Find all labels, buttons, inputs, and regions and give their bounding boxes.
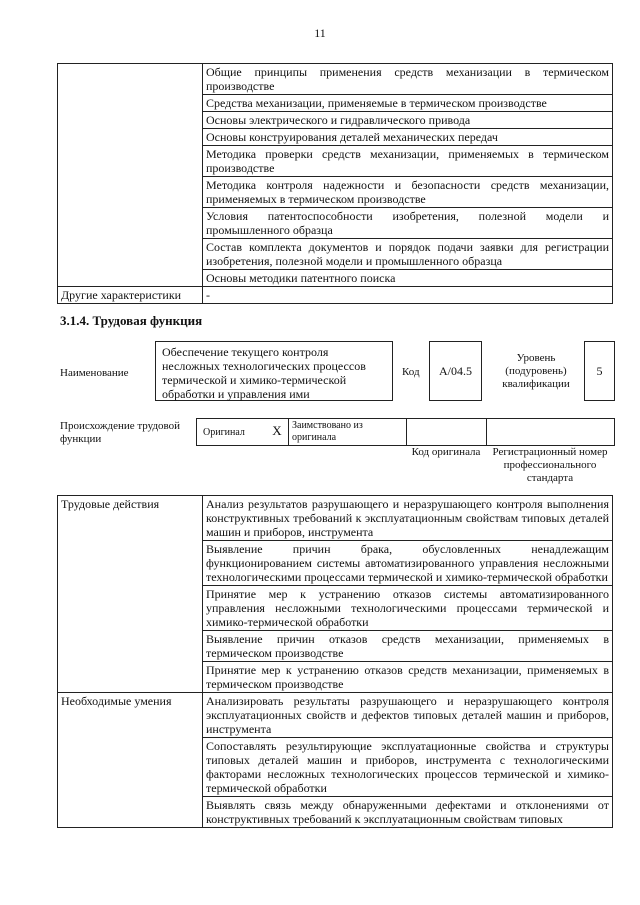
qualification-level-box: 5 (584, 341, 615, 401)
reg-number-cell (487, 419, 614, 445)
other-characteristics-label: Другие характеристики (58, 287, 203, 304)
knowledge-item: Условия патентоспособности изобретения, полезной модели и промышленного образца (203, 208, 613, 239)
other-characteristics-value: - (203, 287, 613, 304)
level-label: Уровень (подуровень) квалификации (502, 352, 570, 390)
code-label: Код (402, 366, 420, 378)
knowledge-table (57, 63, 613, 304)
code-original-cell (407, 419, 487, 445)
page-number: 11 (314, 26, 326, 40)
table-row (58, 64, 613, 95)
required-skills-label: Необходимые умения (58, 693, 203, 828)
labor-action-item: Принятие мер к устранению отказов средств механизации, применяемых в термическом производстве (203, 662, 613, 693)
knowledge-item: Средства механизации, применяемые в термическом производстве (203, 95, 613, 112)
skill-item: Анализировать результаты разрушающего и неразрушающего контроля эксплуатационных свойств и дефектов типовых деталей машин и приборов, инструмента (203, 693, 613, 738)
labor-action-item: Принятие мер к устранению отказов системы автоматизированного управления несложными технологическими процессами термической и химико-термической обработки (203, 586, 613, 631)
labor-actions-label: Трудовые действия (58, 496, 203, 693)
labor-action-item: Выявление причин брака, обусловленных ненадлежащим функционированием системы автоматизированного управления несложными технологическими процессами термической и химико-термической обработки (203, 541, 613, 586)
skill-item: Сопоставлять результирующие эксплуатационные свойства и структуры типовых деталей машин и приборов, инструмента с технологическими факторами несложных технологических процессов термической и химико-термической обработки (203, 738, 613, 797)
name-label: Наименование (60, 367, 129, 379)
table-row (58, 496, 613, 541)
table-row (58, 693, 613, 738)
original-label: Оригинал (203, 427, 245, 438)
knowledge-item: Основы конструирования деталей механических передач (203, 129, 613, 146)
knowledge-item: Методика проверки средств механизации, применяемых в термическом производстве (203, 146, 613, 177)
original-mark: X (266, 419, 289, 445)
labor-action-item: Выявление причин отказов средств механизации, применяемых в термическом производстве (203, 631, 613, 662)
knowledge-item: Состав комплекта документов и порядок подачи заявки для регистрации изобретения, полезной модели и промышленного образца (203, 239, 613, 270)
label-cell (58, 64, 203, 287)
knowledge-item: Основы электрического и гидравлического привода (203, 112, 613, 129)
labor-action-item: Анализ результатов разрушающего и неразрушающего контроля выполнения конструктивных требований к эксплуатационным свойствам типовых деталей машин и приборов, инструмента (203, 496, 613, 541)
knowledge-item: Методика контроля надежности и безопасности средств механизации, применяемых в термическом производстве (203, 177, 613, 208)
function-name-box: Обеспечение текущего контроля несложных технологических процессов термической и химико-термической обработки и управления ими (155, 341, 393, 401)
code-original-label: Код оригинала (411, 446, 481, 458)
origin-label: Происхождение трудовой функции (60, 420, 181, 445)
knowledge-item: Основы методики патентного поиска (203, 270, 613, 287)
function-code-box: A/04.5 (429, 341, 482, 401)
origin-row (196, 418, 615, 446)
section-title: 3.1.4. Трудовая функция (60, 313, 203, 328)
table-row (58, 287, 613, 304)
labor-function-table (57, 495, 613, 828)
reg-number-label: Регистрационный номер профессионального стандарта (492, 446, 608, 484)
knowledge-item: Общие принципы применения средств механизации в термическом производстве (203, 64, 613, 95)
skill-item: Выявлять связь между обнаруженными дефектами и отклонениями от конструктивных требований к эксплуатационным свойствам типовых (203, 797, 613, 828)
borrowed-label: Заимствовано из оригинала (289, 419, 407, 445)
